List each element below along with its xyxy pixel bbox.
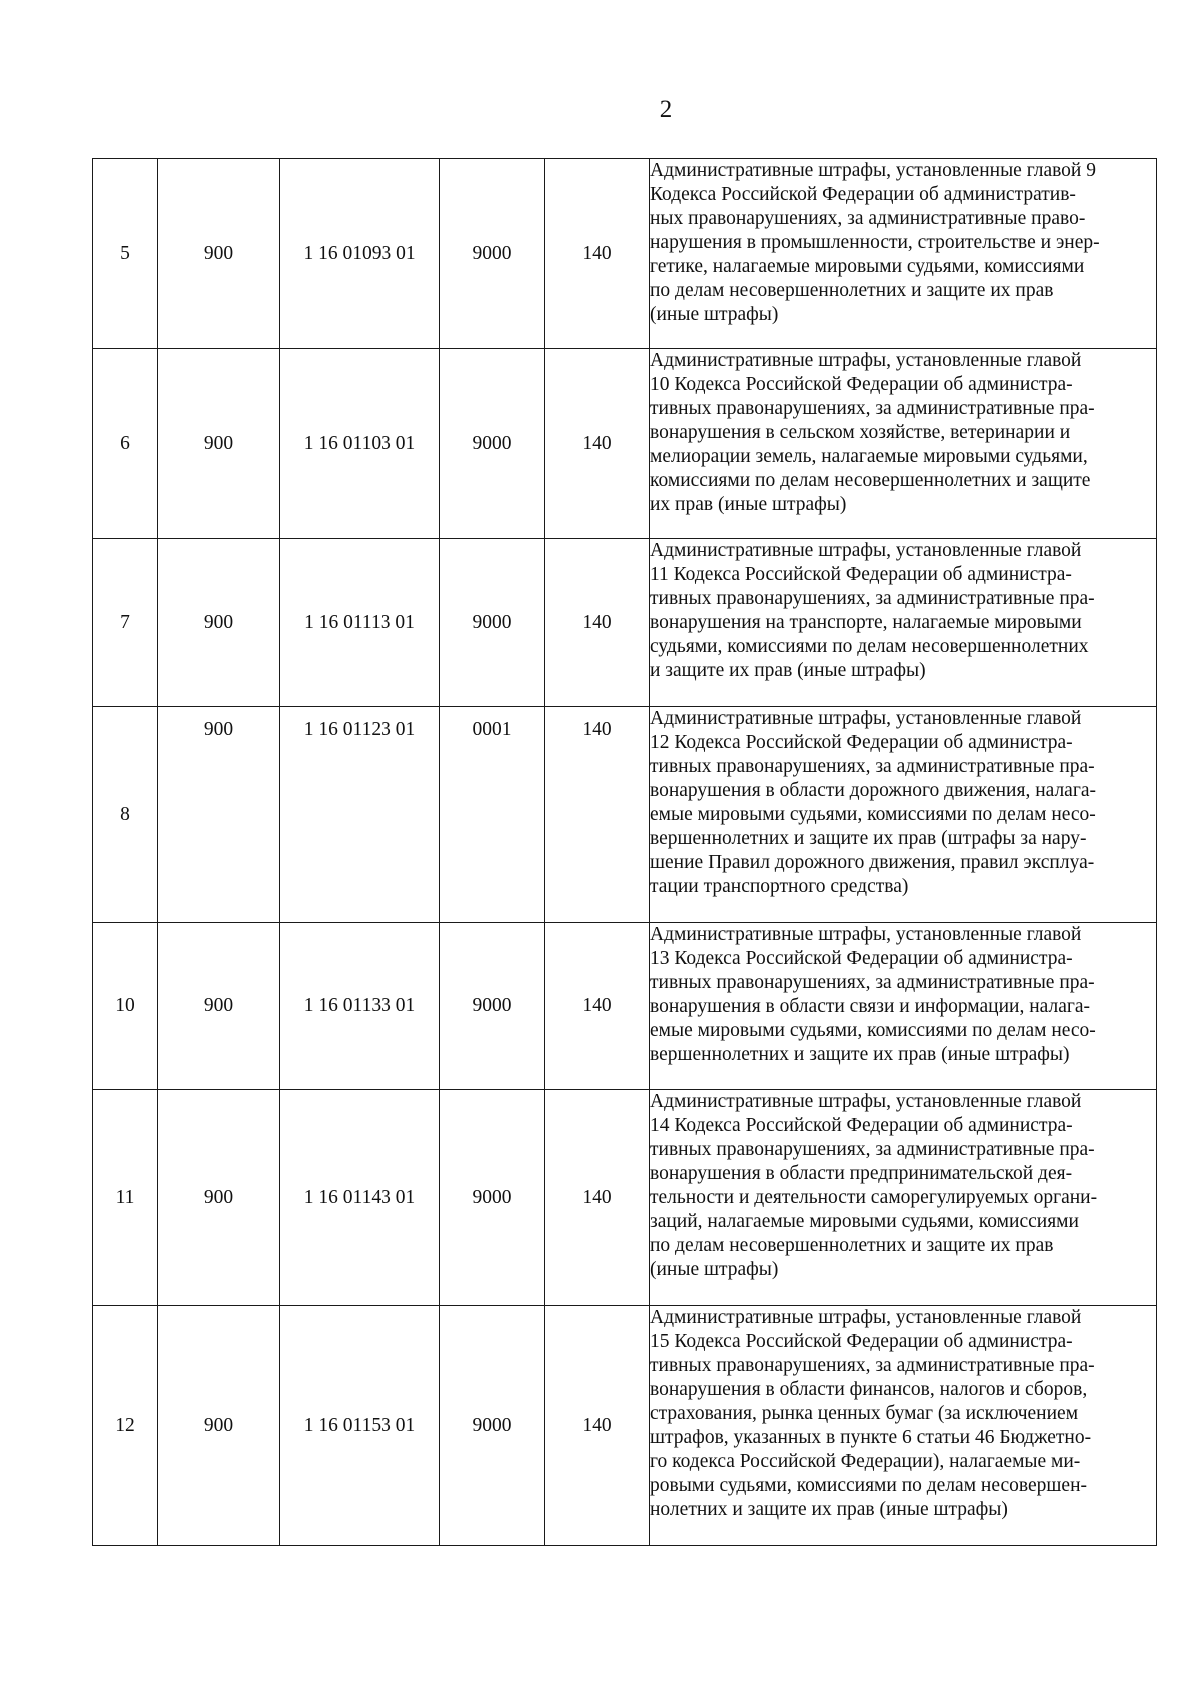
description-text: Административные штрафы, установленные главой 10 Кодекса Российской Федерации об администра- тивных правонарушениях, за административные пра- вонарушения в сельском хозяйстве, ветеринарии и мелиорации земель, налагаемые мировыми судьями, комиссиями по делам несовершеннолетних и защите их прав (иные штрафы) — [650, 350, 1095, 515]
table-row — [93, 349, 1157, 539]
revenue-code: 1 16 01143 01 — [280, 1090, 440, 1306]
revenue-code: 1 16 01123 01 — [280, 707, 440, 923]
subcode: 9000 — [440, 1306, 545, 1546]
kosgu-code: 140 — [545, 159, 650, 349]
row-index: 12 — [93, 1306, 158, 1546]
table-row — [93, 159, 1157, 349]
description-text: Административные штрафы, установленные главой 9 Кодекса Российской Федерации об административ- ных правонарушениях, за административные право- нарушения в промышленности, строительстве и энер- гетике, налагаемые мировыми судьями, комиссиями по делам несовершеннолетних и защите их прав (иные штрафы) — [650, 160, 1100, 325]
revenue-code: 1 16 01153 01 — [280, 1306, 440, 1546]
description-cell — [650, 707, 1157, 923]
fines-table — [92, 158, 1157, 1546]
row-index: 7 — [93, 539, 158, 707]
row-index: 11 — [93, 1090, 158, 1306]
admin-code: 900 — [158, 1090, 280, 1306]
admin-code: 900 — [158, 349, 280, 539]
description-cell — [650, 159, 1157, 349]
kosgu-code: 140 — [545, 1306, 650, 1546]
admin-code: 900 — [158, 539, 280, 707]
page-number: 2 — [659, 96, 673, 123]
revenue-code: 1 16 01113 01 — [280, 539, 440, 707]
table-row — [93, 539, 1157, 707]
subcode: 9000 — [440, 539, 545, 707]
table-row — [93, 923, 1157, 1090]
admin-code: 900 — [158, 1306, 280, 1546]
description-cell — [650, 1090, 1157, 1306]
revenue-code: 1 16 01133 01 — [280, 923, 440, 1090]
description-text: Административные штрафы, установленные главой 11 Кодекса Российской Федерации об администра- тивных правонарушениях, за административные пра- вонарушения на транспорте, налагаемые мировыми судьями, комиссиями по делам несовершеннолетних и защите их прав (иные штрафы) — [650, 540, 1095, 681]
description-cell — [650, 1306, 1157, 1546]
description-cell — [650, 539, 1157, 707]
table-row — [93, 1306, 1157, 1546]
row-index: 8 — [93, 707, 158, 923]
row-index: 5 — [93, 159, 158, 349]
subcode: 0001 — [440, 707, 545, 923]
admin-code: 900 — [158, 707, 280, 923]
kosgu-code: 140 — [545, 1090, 650, 1306]
description-text: Административные штрафы, установленные главой 15 Кодекса Российской Федерации об администра- тивных правонарушениях, за административные пра- вонарушения в области финансов, налогов и сборов, страхования, рынка ценных бумаг (за исключением штрафов, указанных в пункте 6 статьи 46 Бюджетно- го кодекса Российской Федерации), налагаемые ми- ровыми судьями, комиссиями по делам несовершен- нолетних и защите их прав (иные штрафы) — [650, 1307, 1095, 1520]
admin-code: 900 — [158, 159, 280, 349]
row-index: 6 — [93, 349, 158, 539]
kosgu-code: 140 — [545, 349, 650, 539]
subcode: 9000 — [440, 349, 545, 539]
description-text: Административные штрафы, установленные главой 12 Кодекса Российской Федерации об администра- тивных правонарушениях, за административные пра- вонарушения в области дорожного движения, налага- емые мировыми судьями, комиссиями по делам несо- вершеннолетних и защите их прав (штрафы за нару- шение Правил дорожного движения, правил эксплуа- тации транспортного средства) — [650, 708, 1096, 897]
kosgu-code: 140 — [545, 923, 650, 1090]
subcode: 9000 — [440, 923, 545, 1090]
admin-code: 900 — [158, 923, 280, 1090]
subcode: 9000 — [440, 1090, 545, 1306]
description-cell — [650, 923, 1157, 1090]
kosgu-code: 140 — [545, 707, 650, 923]
description-cell — [650, 349, 1157, 539]
table-row — [93, 707, 1157, 923]
revenue-code: 1 16 01103 01 — [280, 349, 440, 539]
table-row — [93, 1090, 1157, 1306]
row-index: 10 — [93, 923, 158, 1090]
description-text: Административные штрафы, установленные главой 13 Кодекса Российской Федерации об администра- тивных правонарушениях, за административные пра- вонарушения в области связи и информации, налага- емые мировыми судьями, комиссиями по делам несо- вершеннолетних и защите их прав (иные штрафы) — [650, 924, 1096, 1065]
revenue-code: 1 16 01093 01 — [280, 159, 440, 349]
subcode: 9000 — [440, 159, 545, 349]
description-text: Административные штрафы, установленные главой 14 Кодекса Российской Федерации об администра- тивных правонарушениях, за административные пра- вонарушения в области предпринимательской дея- тельности и деятельности саморегулируемых органи- заций, налагаемые мировыми судьями, комиссиями по делам несовершеннолетних и защите их прав (иные штрафы) — [650, 1091, 1098, 1280]
kosgu-code: 140 — [545, 539, 650, 707]
